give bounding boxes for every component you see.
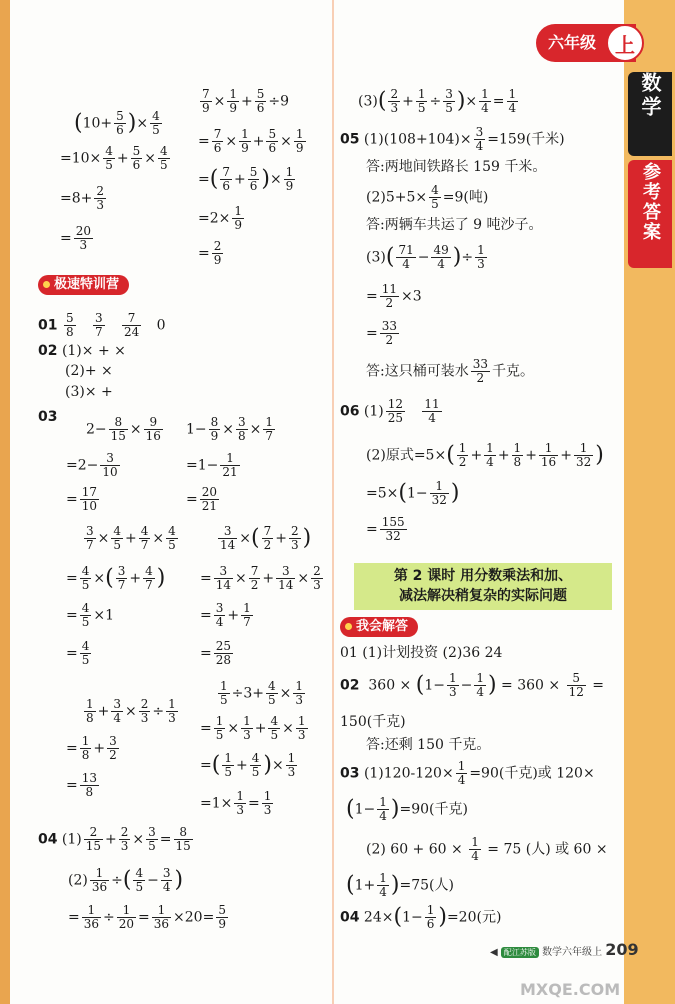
b04-row: 04 24×(1− $\frac{1}{6}$ )=20(元): [340, 903, 502, 932]
b04-res: =20(元): [446, 909, 502, 926]
q05-label: 05: [340, 131, 360, 148]
b03-label: 03: [340, 765, 360, 782]
q06-label: 06: [340, 403, 360, 420]
b01-answer: 01 (1)计划投资 (2)36 24: [340, 645, 503, 661]
q05-ans1: 答:两地间铁路长 159 千米。: [366, 159, 547, 175]
b03-mid2: = 75 (人) 或 60 ×: [487, 841, 608, 858]
eq-h4: =1× $\frac{1}{3}$ = $\frac{1}{3}$: [200, 789, 272, 818]
b02-ans: 答:还剩 150 千克。: [366, 737, 491, 753]
eq-a3: =8+ $\frac{2}{3}$: [60, 184, 105, 213]
q06-row1: 06 (1) $\frac{12}{25}$ $\frac{11}{4}$: [340, 397, 440, 426]
eq-f2: = $\frac{3}{14}$ × $\frac{7}{2}$ + $\frac{3}{14}$ × $\frac{2}{3}$: [200, 564, 321, 593]
eq-e2: = $\frac{4}{5}$ ×( $\frac{3}{7}$ + $\frac{4}{7}$ ): [66, 564, 166, 593]
eq-b3: =( $\frac{7}{6}$ + $\frac{5}{6}$ )× $\frac{1}{9}$: [198, 165, 294, 194]
eq-r1: (3)( $\frac{2}{3}$ + $\frac{1}{5}$ ÷ $\frac{3}{5}$ )× $\frac{1}{4}$ = $\frac{1}{4}$: [358, 87, 517, 116]
q05-row3: (3)( $\frac{71}{4}$ − $\frac{49}{4}$ )÷ $\frac{1}{3}$: [366, 243, 485, 272]
eq-h2: = $\frac{1}{5}$ × $\frac{1}{3}$ + $\frac{4}{5}$ × $\frac{1}{3}$: [200, 714, 306, 743]
page-footer: ◀ 配江苏版 数学六年级上 209: [490, 940, 639, 959]
eq-b4: =2× $\frac{1}{9}$: [198, 204, 243, 233]
q05-row1: 05 (1)(108+104)× $\frac{3}{4}$ =159(千米): [340, 125, 565, 154]
eq-f4: = $\frac{25}{28}$: [200, 639, 232, 668]
b02-res: 150(千克): [340, 714, 406, 730]
footer-badge: 配江苏版: [501, 947, 539, 958]
watermark: MXQE.COM: [520, 980, 621, 999]
q05-ans3-pre: 答:这只桶可装水: [366, 363, 469, 380]
q04-row2: (2) $\frac{1}{36}$ ÷( $\frac{4}{5}$ − $\frac{3}{4}$ ): [68, 866, 184, 895]
q04-row1: 04 (1) $\frac{2}{15}$ + $\frac{2}{3}$ × $\frac{3}{5}$ = $\frac{8}{15}$: [38, 825, 191, 854]
footer-text: 数学六年级: [542, 947, 593, 958]
q02-answer-2: (2)+ ×: [65, 363, 113, 379]
eq-g2: = $\frac{1}{8}$ + $\frac{3}{2}$: [66, 734, 117, 763]
i-can-answer-tag: 我会解答: [340, 617, 418, 637]
q05-ans3: 答:这只桶可装水 $\frac{33}{2}$ 千克。: [366, 357, 534, 386]
q05-calc2: (2)5+5×: [366, 189, 428, 206]
b03-pre1: (1)120-120×: [363, 765, 454, 782]
q05-ans2: 答:两辆车共运了 9 吨沙子。: [366, 217, 543, 233]
eq-f3: = $\frac{3}{4}$ + $\frac{1}{7}$: [200, 601, 251, 630]
eq-b1: $\frac{7}{9}$ × $\frac{1}{9}$ + $\frac{5}{6}$ ÷9: [202, 87, 290, 116]
q04-label: 04: [38, 831, 58, 848]
footer-volume: 上: [592, 947, 603, 958]
lesson-line2: 减法解决稍复杂的实际问题: [399, 588, 567, 604]
b02-row1: 02 360 × (1− $\frac{1}{3}$ − $\frac{1}{4}$ ) = 360 × $\frac{5}{12}$ =: [340, 671, 605, 700]
q05-ans3-post: 千克。: [492, 363, 534, 380]
b03-res2: =75(人): [399, 877, 454, 894]
q04-row3: = $\frac{1}{36}$ ÷ $\frac{1}{20}$ = $\frac{1}{36}$ ×20= $\frac{5}{9}$: [68, 903, 226, 932]
eq-h3: =( $\frac{1}{5}$ + $\frac{4}{5}$ )× $\frac{1}{3}$: [200, 751, 296, 780]
b03-row3: (2) 60 + 60 × $\frac{1}{4}$ = 75 (人) 或 60 ×: [366, 835, 608, 864]
q01-answer: 01 $\frac{5}{8}$ $\frac{3}{7}$ $\frac{7}{24}$ 0: [38, 311, 166, 340]
q06-row4: = $\frac{155}{32}$: [366, 515, 405, 544]
eq-h1: $\frac{1}{5}$ ÷3+ $\frac{4}{5}$ × $\frac{1}{3}$: [220, 679, 304, 708]
answers-tab: [628, 160, 672, 268]
volume-badge: 上: [606, 24, 644, 62]
b03-row4: (1+ $\frac{1}{4}$ )=75(人): [346, 871, 454, 900]
q02-answer-3: (3)× +: [65, 384, 113, 400]
eq-e4: = $\frac{4}{5}$: [66, 639, 90, 668]
q03-label: [38, 410, 57, 424]
eq-b2: = $\frac{7}{6}$ × $\frac{1}{9}$ + $\frac{5}{6}$ × $\frac{1}{9}$: [198, 127, 304, 156]
column-divider: [332, 0, 334, 1004]
speed-training-tag: 极速特训营: [38, 275, 129, 295]
q06-row2: (2)原式=5×( $\frac{1}{2}$ + $\frac{1}{4}$ + $\frac{1}{8}$ + $\frac{1}{16}$ + $\frac{1}{32}$ ): [366, 441, 604, 470]
eq-a4: = $\frac{20}{3}$: [60, 224, 92, 253]
eq-a2: =10× $\frac{4}{5}$ + $\frac{5}{6}$ × $\frac{4}{5}$: [60, 144, 168, 173]
lesson-line1: 第 2 课时 用分数乘法和加、: [393, 568, 573, 584]
eq-e1: $\frac{3}{7}$ × $\frac{4}{5}$ + $\frac{4}{7}$ × $\frac{4}{5}$: [86, 524, 176, 553]
b03-pre2: (2) 60 + 60 ×: [366, 841, 463, 858]
b03-res1: =90(千克): [399, 801, 468, 818]
q02-answer-1: (1)× + ×: [61, 343, 126, 359]
eq-c1: 2− $\frac{8}{15}$ × $\frac{9}{16}$: [86, 415, 161, 444]
q01-label: 01: [38, 317, 58, 334]
eq-b5: = $\frac{2}{9}$: [198, 239, 222, 268]
b03-row2: (1− $\frac{1}{4}$ )=90(千克): [346, 795, 468, 824]
q02-row1: [38, 344, 126, 358]
q02-label: 02: [38, 343, 58, 359]
b02-label: 02: [340, 677, 360, 694]
q05-row2: (2)5+5× $\frac{4}{5}$ =9(吨): [366, 183, 489, 212]
subject-tab: [628, 72, 672, 156]
eq-a1: (10+ $\frac{5}{6}$ )× $\frac{4}{5}$: [74, 109, 160, 138]
eq-d3: = $\frac{20}{21}$: [186, 485, 218, 514]
q05-unit: (千米): [525, 131, 565, 148]
q05-row4: = $\frac{11}{2}$ ×3: [366, 282, 422, 311]
eq-c2: =2− $\frac{3}{10}$: [66, 451, 118, 480]
eq-g1: $\frac{1}{8}$ + $\frac{3}{4}$ × $\frac{2}{3}$ ÷ $\frac{1}{3}$: [86, 697, 176, 726]
answers-label: 参考答案: [640, 162, 661, 242]
eq-d1: 1− $\frac{8}{9}$ × $\frac{3}{8}$ × $\frac{1}{7}$: [186, 415, 274, 444]
subject-label: 数学: [638, 72, 662, 120]
b04-label: 04: [340, 909, 360, 926]
b03-row1: 03 (1)120-120× $\frac{1}{4}$ =90(千克)或 120×: [340, 759, 595, 788]
grade-badge: 六年级: [536, 24, 636, 62]
q05-res2: =9(吨): [442, 189, 489, 206]
eq-d2: =1− $\frac{1}{21}$: [186, 451, 238, 480]
q06-row3: =5×(1− $\frac{1}{32}$ ): [366, 479, 460, 508]
eq-e3: = $\frac{4}{5}$ ×1: [66, 601, 115, 630]
eq-f1: $\frac{3}{14}$ ×( $\frac{7}{2}$ + $\frac{2}{3}$ ): [220, 524, 312, 553]
lesson-title: [354, 563, 612, 610]
q05-row5: = $\frac{33}{2}$: [366, 319, 398, 348]
eq-c3: = $\frac{17}{10}$: [66, 485, 98, 514]
eq-g3: = $\frac{13}{8}$: [66, 771, 98, 800]
page-number: 209: [605, 940, 639, 959]
b03-mid1: =90(千克)或 120×: [469, 765, 595, 782]
q03-label-text: 03: [38, 409, 58, 425]
